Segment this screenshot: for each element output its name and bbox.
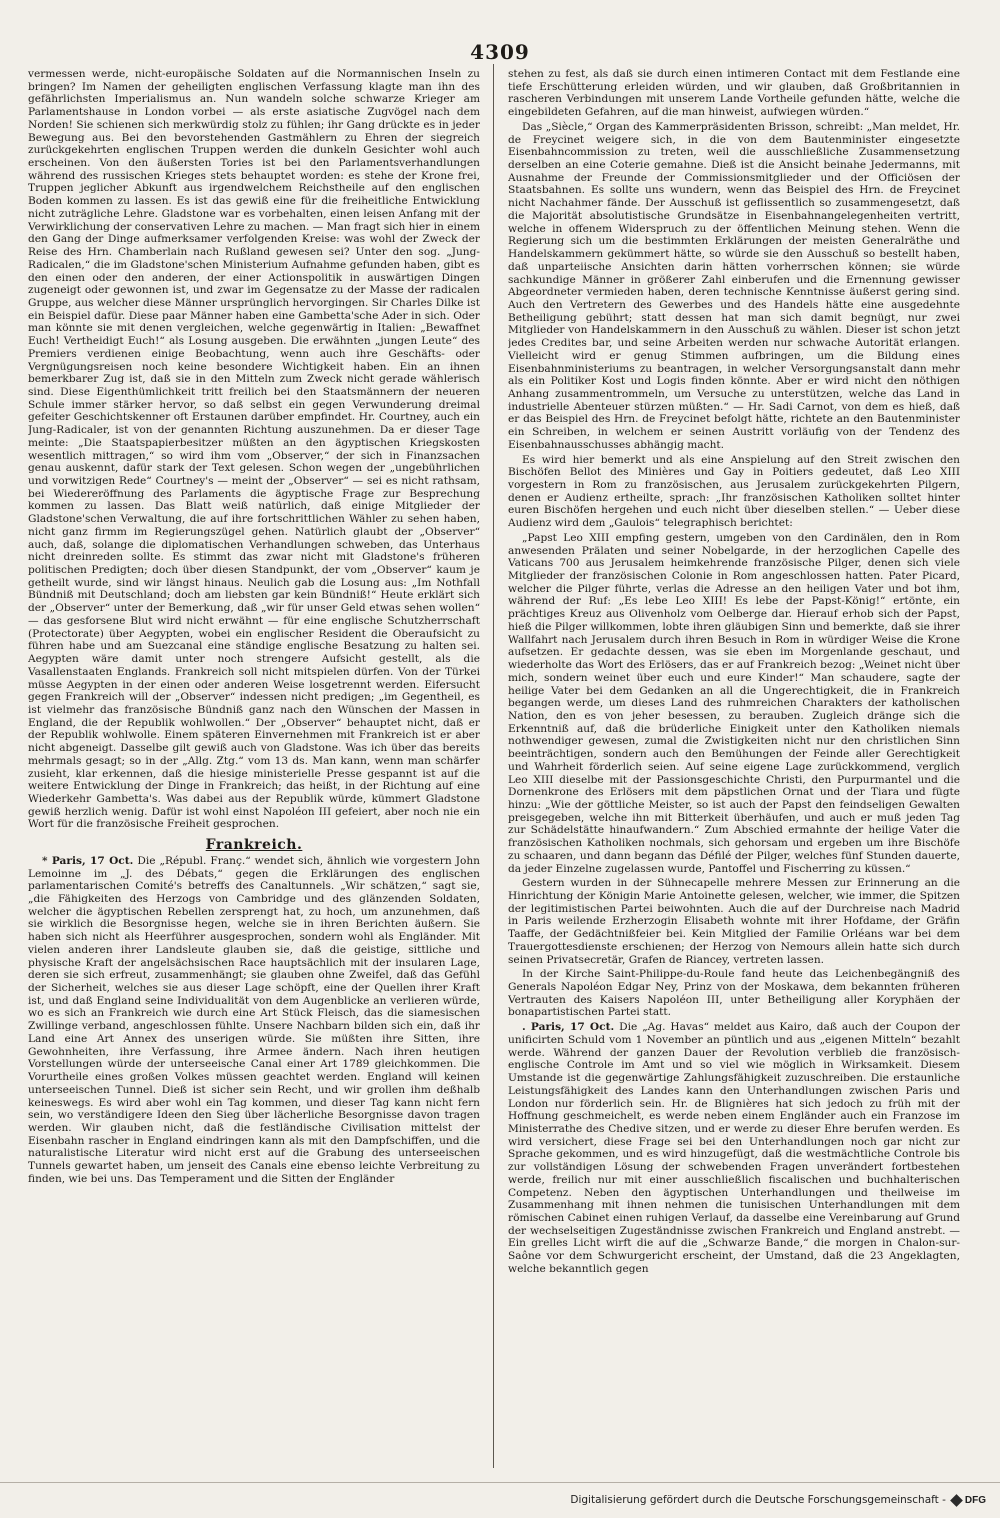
footer (0, 1494, 986, 1506)
dateline: * Paris, 17 Oct. (42, 854, 134, 867)
dfg-logo[interactable] (952, 1495, 986, 1506)
dfg-diamond-icon (950, 1494, 963, 1507)
article-paragraph (508, 1021, 960, 1275)
left-column (28, 68, 480, 1466)
article-paragraph (28, 855, 480, 1186)
article-paragraph: vermessen werde, nicht-europäische Soldaten auf die Normannischen Inseln zu bringen? Im Namen der geheiligten englischen Verfassung klagte man ihn des gefährlichsten Imperialismus an. Nun wandeln solche schwarze Krieger am Parlamentshause in London vorbei — als erste asiatische Zugvögel nach dem Norden! Sie schienen sich merkwürdig stolz zu fühlen; ihr Gang drückte es in jeder Bewegung aus. Bei den bevorstehenden Gastmählern zu Ehren der siegreich zurückgekehrten englischen Truppen werden die dunkeln Gesichter wohl auch erscheinen. Von den äußersten Tories ist bei den Parlamentsverhandlungen während des russischen Krieges stets behauptet worden: es stehe der Krone frei, Truppen jeglicher Abkunft aus irgendwelchem Reichstheile auf den englischen Boden kommen zu lassen. Es ist das gewiß eine für die freiheitliche Entwicklung nicht zuträgliche Lehre. Gladstone war es vorbehalten, einen leisen Anfang mit der Verwirklichung der conservativen Lehre zu machen. — Man fragt sich hier in einem den Gang der Dinge aufmerksamer verfolgenden Kreise: was wohl der Zweck der Reise des Hrn. Chamberlain nach Rußland gewesen sei? Unter den sog. „Jung-Radicalen,“ die im Gladstone'schen Ministerium Aufnahme gefunden haben, gibt es den einen oder den anderen, der einer Actionspolitik in auswärtigen Dingen zugeneigt oder gewonnen ist, und zwar im Gegensatze zu der Masse der radicalen Gruppe, aus welcher diese Männer ursprünglich hervorgingen. Sir Charles Dilke ist ein Beispiel dafür. Diese paar Männer haben eine Gambetta'sche Ader in sich. Oder man könnte sie mit denen vergleichen, welche gegenwärtig in Italien: „Bewaffnet Euch! Vertheidigt Euch!“ als Losung ausgeben. Die erwähnten „jungen Leute“ des Premiers verdienen einige Beobachtung, wenn auch ihre Geschäfts- oder Vergnügungsreisen noch keine besondere Wichtigkeit haben. Ein an ihnen bemerkbarer Zug ist, daß sie in den Mitteln zum Zweck nicht gerade wählerisch sind. Diese Eigenthümlichkeit tritt freilich bei den Staatsmännern der neueren Schule immer stärker hervor, so daß selbst ein gegen Verwunderung dreimal gefeiter Geschichtskenner oft Erstaunen darüber empfindet. Hr. Courtney, auch ein Jung-Radicaler, ist von der genannten Richtung auszunehmen. Da er dieser Tage meinte: „Die Staatspapierbesitzer müßten an den ägyptischen Kriegskosten wesentlich mittragen,“ so wird ihm vom „Observer,“ der sich in Finanzsachen genau auskennt, dafür stark der Text gelesen. Schon wegen der „ungebührlichen und vorwitzigen Rede“ Courtney's — meint der „Observer“ — sei es nicht rathsam, bei Wiedereröffnung des Parlaments die ägyptische Frage zur Besprechung kommen zu lassen. Das Blatt weiß natürlich, daß einige Mitglieder der Gladstone'schen Verwaltung, die auf ihre fortschrittlichen Wähler zu sehen haben, nicht ganz firmm im Regierungszügel gehen. Natürlich glaubt der „Observer“ auch, daß, solange die diplomatischen Verhandlungen schweben, das Unterhaus nicht dreinreden sollte. Es stimmt das zwar nicht mit Gladstone's früheren politischen Predigten; doch über diesen Standpunkt, der vom „Observer“ kaum je getheilt wurde, sind wir längst hinaus. Neulich gab die Losung aus: „Im Nothfall Bündniß mit Deutschland; doch am liebsten gar kein Bündniß!“ Heute erklärt sich der „Observer“ unter der Bemerkung, daß „wir für unser Geld etwas sehen wollen“ — das gesforsene Blut wird nicht erwähnt — für eine englische Schutzherrschaft (Protectorate) über Aegypten, wobei ein englischer Resident die Oberaufsicht zu führen habe und am Suezcanal eine ständige englische Besatzung zu halten sei. Aegypten wäre damit unter noch strengere Aufsicht gestellt, als die Vasallenstaaten Englands. Frankreich soll nicht mitspielen dürfen. Von der Türkei müsse Aegypten in der einen oder anderen Weise losgetrennt werden. Eifersucht gegen Frankreich will der „Observer“ indessen nicht predigen; „im Gegentheil, es ist vielmehr das französische Bündniß ganz nach den Wünschen der Massen in England, die der Republik wohlwollen.“ Der „Observer“ behauptet nicht, daß er der Republik wohlwolle. Einem späteren Einvernehmen mit Frankreich ist er aber nicht abgeneigt. Dasselbe gilt gewiß auch von Gladstone. Was ich über das bereits mehrmals gesagt; so in der „Allg. Ztg.“ vom 13 ds. Man kann, wenn man schärfer zusieht, klar erkennen, daß die hiesige ministerielle Presse gespannt ist auf die weitere Entwicklung der Dinge in Frankreich; das heißt, in der Richtung auf eine Wiederkehr Gambetta's. Was dabei aus der Republik würde, kümmert Gladstone gewiß herzlich wenig. Dafür ist wohl einst Napoléon III gefeiert, aber noch nie ein Wort für die französische Freiheit gesprochen. (28, 68, 480, 831)
article-paragraph: Es wird hier bemerkt und als eine Anspielung auf den Streit zwischen den Bischöfen Bellot des Minières und Gay in Poitiers gedeutet, daß Leo XIII vorgestern in Rom zu französischen, aus Jerusalem zurückgekehrten Pilgern, denen er Audienz ertheilte, sprach: „Ihr französischen Katholiken solltet hinter euren Bischöfen hergehen und euch nicht über dieselben stellen.“ — Ueber diese Audienz wird dem „Gaulois“ telegraphisch berichtet: (508, 453, 960, 530)
section-heading: Frankreich. (205, 837, 303, 854)
footer-rule (0, 1482, 1000, 1483)
dateline: . Paris, 17 Oct. (522, 1021, 615, 1034)
column-rule (493, 64, 494, 1468)
article-paragraph: „Papst Leo XIII empfing gestern, umgeben von den Cardinälen, den in Rom anwesenden Prälaten und seiner Nobelgarde, in der herzoglichen Capelle des Vaticans 700 aus Jerusalem heimkehrende französische Pilger, denen sich viele Mitglieder der französischen Colonie in Rom angeschlossen hatten. Pater Picard, welcher die Pilger führte, verlas die Adresse an den heiligen Vater und bot ihm, während der Ruf: „Es lebe Leo XIII! Es lebe der Papst-König!“ ertönte, ein prächtiges Kreuz aus Olivenholz vom Oelberge dar. Hierauf erhob sich der Papst, hieß die Pilger willkommen, lobte ihren gläubigen Sinn und bemerkte, daß sie ihrer Wallfahrt nach Jerusalem durch ihren Besuch in Rom in würdiger Weise die Krone aufsetzen. Er gedachte dessen, was sie eben im Morgenlande geschaut, und wiederholte das Wort des Erlösers, das er auf Frankreich bezog: „Weinet nicht über mich, sondern weinet über euch und eure Kinder!“ Man schaudere, sagte der heilige Vater bei dem Gedanken an all die Ungerechtigkeit, die in Frankreich begangen werde, um dieses Land des ruhmreichen Charakters der katholischen Nation, den es von jeher besessen, zu berauben. Zugleich dränge sich die Erkenntniß auf, daß die brüderliche Einigkeit unter den Katholiken niemals nothwendiger gewesen, zumal die Zwistigkeiten nicht nur den christlichen Sinn beeinträchtigen, sondern auch den Bemühungen der Feinde aller Gerechtigkeit und Wahrheit förderlich seien. Auf seine eigene Lage zurückkommend, verglich Leo XIII dieselbe mit der Passionsgeschichte Christi, den Purpurmantel und die Dornenkrone des Erlösers mit dem päpstlichen Ornat und der Tiara und fügte hinzu: „Wie der göttliche Meister, so ist auch der Papst den feindseligen Gewalten preisgegeben, welche ihn mit Bitterkeit überhäufen, und auch er muß jeden Tag zur Schädelstätte hinaufwandern.“ Zum Abschied ermahnte der heilige Vater die französischen Katholiken nochmals, sich gehorsam und ergeben um ihre Bischöfe zu schaaren, und dann begann das Défilé der Pilger, welches fünf Stunden dauerte, da jeder Einzelne zugelassen wurde, Pantoffel und Fischerring zu küssen.“ (508, 531, 960, 875)
paragraph-text: Die „Ag. Havas“ meldet aus Kairo, daß auch der Coupon der unificirten Schuld vom 1 November an püntlich und aus „eigenen Mitteln“ bezahlt werde. Während der ganzen Dauer der Revolution verblieb die französisch-englische Controle im Amt und so viel wie möglich in Wirksamkeit. Diesem Umstande ist die gegenwärtige Zahlungsfähigkeit zuzuschreiben. Die erstaunliche Leistungsfähigkeit des Landes kann den Unterhandlungen zwischen Paris und London nur förderlich sein. Hr. de Blignières hat sich jedoch zu früh mit der Hoffnung geschmeichelt, es werde neben einem Engländer auch ein Franzose im Ministerrathe des Chedive sitzen, und er werde zu dieser Ehre berufen werden. Es wird versichert, diese Frage sei bei den Unterhandlungen noch gar nicht zur Sprache gekommen, und es wird hinzugefügt, daß die westmächtliche Controle bis zur vollständigen Lösung der schwebenden Fragen unverändert fortbestehen werde, freilich nur mit einer ausschließlich fiscalischen und buchhalterischen Competenz. Neben den ägyptischen Unterhandlungen und theilweise im Zusammenhang mit ihnen nehmen die tunisischen Unterhandlungen mit dem römischen Cabinet einen ruhigen Verlauf, da dasselbe eine Vereinbarung auf Grund der wechselseitigen Zugeständnisse zwischen Frankreich und England anstrebt. — Ein grelles Licht wirft die auf die „Schwarze Bande,“ die morgen in Chalon-sur-Saône vor dem Schwurgericht erscheint, der Umstand, daß die 23 Angeklagten, welche bekanntlich gegen (508, 1021, 960, 1275)
article-paragraph: stehen zu fest, als daß sie durch einen intimeren Contact mit dem Festlande eine tiefe Erschütterung erleiden würden, und wir glauben, daß Großbritannien in rascheren Verbindungen mit unserem Lande Vortheile gefunden hätte, welche die eingebildeten Gefahren, auf die man hinweist, aufwiegen würden.“ (508, 68, 960, 119)
page-number: 4309 (470, 40, 530, 64)
article-paragraph: Das „Siècle,“ Organ des Kammerpräsidenten Brisson, schreibt: „Man meldet, Hr. de Freycinet weigere sich, in die von dem Bautenminister eingesetzte Eisenbahncommission zu treten, weil die ausschließliche Zusammensetzung derselben an eine Coterie gemahne. Dieß ist die Ansicht beinahe Jedermanns, mit Ausnahme der Freunde der Commissionsmitglieder und der Officiösen der Staatsbahnen. Es sollte uns wundern, wenn das Beispiel des Hrn. de Freycinet nicht Nachahmer fände. Der Ausschuß ist geflissentlich so zusammengesetzt, daß die Majorität absolutistische Grundsätze in Eisenbahnangelegenheiten vertritt, welche in offenem Widerspruch zu der öffentlichen Meinung stehen. Wenn die Regierung sich um die bestimmten Erklärungen der meisten Generalräthe und Handelskammern gekümmert hätte, so würde sie den Ausschuß so bestellt haben, daß unparteiische Ansichten darin hätten vorherrschen können; sie würde sachkundige Männer in größerer Zahl einberufen und die Ernennung gewisser Abgeordneter vermieden haben, deren technische Kenntnisse äußerst gering sind. Auch den Vertretern des Gewerbes und des Handels hätte eine ausgedehnte Betheiligung gebührt; statt dessen hat man sich damit begnügt, nur zwei Mitglieder von Handelskammern in den Ausschuß zu wählen. Dieser ist schon jetzt jedes Credites bar, und seine Arbeiten werden nur schwache Autorität erlangen. Vielleicht wird er genug Stimmen aufbringen, um die Bildung eines Eisenbahnministeriums zu beantragen, in welcher Versorgungsanstalt dann mehr als ein Politiker Kost und Logis finden könnte. Aber er wird nicht den nöthigen Anhang zusammentrommeln, um Versuche zu unterstützen, welche das Land in industrielle Abenteuer stürzen müßten.“ — Hr. Sadi Carnot, von dem es hieß, daß er das Beispiel des Hrn. de Freycinet befolgt hätte, richtete an den Bautenminister ein Schreiben, in welchem er seinen Austritt vorläufig von der Tendenz des Eisenbahnausschusses abhängig macht. (508, 120, 960, 451)
article-paragraph: In der Kirche Saint-Philippe-du-Roule fand heute das Leichenbegängniß des Generals Napoléon Edgar Ney, Prinz von der Moskawa, dem bekannten früheren Vertrauten des Kaisers Napoléon III, unter Betheiligung aller Koryphäen der bonapartistischen Partei statt. (508, 968, 960, 1019)
dfg-logo-text: DFG (964, 1494, 986, 1506)
right-column (508, 68, 960, 1466)
article-paragraph: Gestern wurden in der Sühnecapelle mehrere Messen zur Erinnerung an die Hinrichtung der Königin Marie Antoinette gelesen, welcher, wie immer, die Spitzen der legitimistischen Partei beiwohnten. Auch die auf der Durchreise nach Madrid in Paris weilende Erzherzogin Elisabeth wohnte mit ihrer Hofdame, der Gräfin Taaffe, der Gedächtnißfeier bei. Kein Mitglied der Familie Orléans war bei dem Trauergottesdienste erschienen; der Herzog von Nemours allein hatte sich durch seinen Privatsecretär, Grafen de Riancey, vertreten lassen. (508, 877, 960, 966)
paragraph-text: Die „Républ. Franç.“ wendet sich, ähnlich wie vorgestern John Lemoinne im „J. des Débats,“ gegen die Erklärungen des englischen parlamentarischen Comité's betreffs des Canaltunnels. „Wir schätzen,“ sagt sie, „die Fähigkeiten des Herzogs von Cambridge und des glänzenden Soldaten, welcher die ägyptischen Rebellen zersprengt hat, zu hoch, um anzunehmen, daß sie wirklich die Besorgnisse hegen, welche sie in ihren Berichten äußern. Sie haben sich nicht als Heerführer ausgesprochen, sondern wohl als Engländer. Mit vielen anderen ihrer Landsleute glauben sie, daß die geistige, sittliche und physische Kraft der angelsächsischen Race hauptsächlich mit der insularen Lage, deren sie sich erfreut, zusammenhängt; sie glauben ohne Zweifel, daß das Gefühl der Sicherheit, welches sie aus dieser Lage schöpft, eine der Quellen ihrer Kraft ist, und daß England seine Individualität von dem Augenblicke an verlieren würde, wo es sich an Frankreich wie durch eine Art Stück Fleisch, das die siamesischen Zwillinge verband, angeschlossen fühlte. Unsere Nachbarn bilden sich ein, daß ihr Land eine Art Annex des unserigen würde. Sie müßten ihre Sitten, ihre Gewohnheiten, ihre Verfassung, ihre Armee ändern. Nach ihren heutigen Vorstellungen würde der unterseeische Canal einer Art 1789 gleichkommen. Die Vorurtheile eines großen Volkes müssen geachtet werden. England will keinen unterseeischen Tunnel. Dieß ist sicher sein Recht, und wir grollen ihm deßhalb keineswegs. Es wird aber wohl ein Tag kommen, und dieser Tag kann nicht fern sein, wo verständigere Ideen den Sieg über lächerliche Besorgnisse davon tragen werden. Wir glauben nicht, daß die festländische Civilisation mittelst der Eisenbahn rascher in England eindringen kann als mit den Dampfschiffen, und die naturalistische Literatur wird nicht erst auf die Grabung des unterseeischen Tunnels gewartet haben, um jenseit des Canals eine ebenso leichte Verbreitung zu finden, wie bei uns. Das Temperament und die Sitten der Engländer (28, 854, 480, 1185)
footer-text: Digitalisierung gefördert durch die Deutsche Forschungsgemeinschaft - (570, 1494, 946, 1506)
